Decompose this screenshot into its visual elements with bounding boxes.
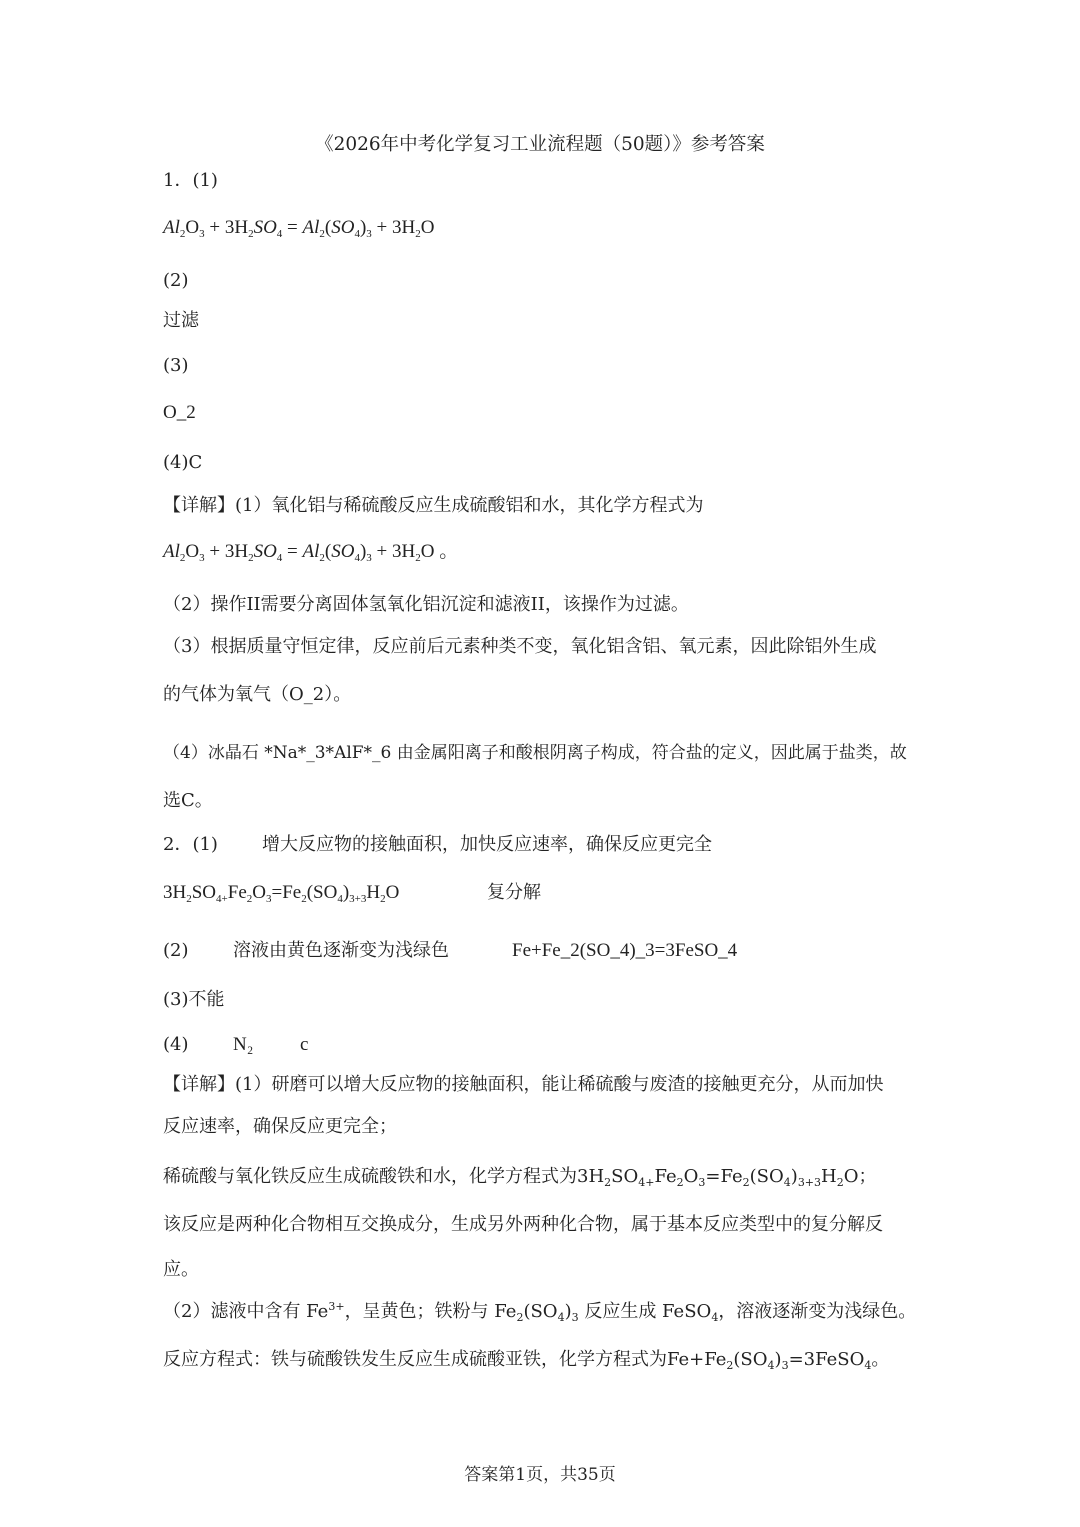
- q2-equation-2: Fe+Fe_2(SO_4)_3=3FeSO_4: [512, 940, 738, 961]
- q2-detail-2a: （2）滤液中含有 $Fe^{3+}$，呈黄色；铁粉与 $Fe_2(SO_4)_3$ 反应生成 FeSO$_4$，溶液逐渐变为浅绿色。: [163, 1300, 917, 1324]
- q2-part4-answer-a: N₂: [233, 1034, 254, 1055]
- q2-part1-answer: 增大反应物的接触面积，加快反应速率，确保反应更完全: [262, 834, 712, 855]
- q2-detail-1c: 稀硫酸与氧化铁反应生成硫酸铁和水，化学方程式为$3H_2SO_{4+}Fe_2O_3=Fe_2(SO_4)_{3+3}H_2O$；: [163, 1166, 877, 1189]
- q2-detail-1d: 该反应是两种化合物相互交换成分，生成另外两种化合物，属于基本反应类型中的复分解反: [163, 1214, 883, 1235]
- q1-detail-2: （2）操作II需要分离固体氢氧化铝沉淀和滤液II，该操作为过滤。: [163, 594, 689, 615]
- page-title: 《2026年中考化学复习工业流程题（50题）》参考答案: [315, 134, 765, 155]
- q2-part3-answer: (3)不能: [163, 989, 225, 1010]
- q2-label: 2．(1): [163, 834, 218, 855]
- q1-equation: $Al_2O_3 + 3H_2SO_4 = Al_2(SO_4)_3 + 3H_2O$: [163, 217, 435, 240]
- q1-detail-3a: （3）根据质量守恒定律，反应前后元素种类不变，氧化铝含铝、氧元素，因此除铝外生成: [163, 636, 877, 657]
- q2-reaction-type: 复分解: [487, 882, 541, 903]
- q1-part2-label: (2): [163, 270, 189, 291]
- q1-part3-label: (3): [163, 355, 189, 376]
- q2-part2-label: (2): [163, 940, 189, 961]
- q1-detail-1: 【详解】(1）氧化铝与稀硫酸反应生成硫酸铝和水，其化学方程式为: [163, 495, 704, 516]
- q2-part4-label: (4): [163, 1034, 189, 1055]
- q1-detail-4b: 选C。: [163, 790, 213, 811]
- q2-detail-1a: 【详解】(1）研磨可以增大反应物的接触面积，能让稀硫酸与废渣的接触更充分，从而加快: [163, 1074, 884, 1095]
- q1-detail-3b: 的气体为氧气（O_2）。: [163, 684, 352, 705]
- q1-part2-answer: 过滤: [163, 310, 199, 331]
- q2-detail-1e: 应。: [163, 1259, 199, 1280]
- q2-part2-answer: 溶液由黄色逐渐变为浅绿色: [233, 940, 449, 961]
- q2-part4-answer-b: c: [300, 1034, 309, 1055]
- q1-part3-answer: O_2: [163, 402, 196, 423]
- q1-label: 1．(1): [163, 170, 218, 191]
- q2-detail-1b: 反应速率，确保反应更完全；: [163, 1116, 397, 1137]
- q1-detail-4a: （4）冰晶石 *Na*_3*AlF*_6 由金属阳离子和酸根阴离子构成，符合盐的定义，因此属于盐类，故: [163, 743, 907, 763]
- q2-detail-2b: 反应方程式：铁与硫酸铁发生反应生成硫酸亚铁，化学方程式为$Fe+Fe_2(SO_4)_3=3FeSO_4$。: [163, 1349, 890, 1372]
- q2-equation-1: $3H_2SO_{4+}Fe_2O_3=Fe_2(SO_4)_{3+3}H_2O$: [163, 882, 400, 905]
- page-footer: 答案第1页，共35页: [464, 1465, 616, 1485]
- q1-part4-answer: (4)C: [163, 452, 203, 473]
- q1-detail-equation: $Al_2O_3 + 3H_2SO_4 = Al_2(SO_4)_3 + 3H_2O$ 。: [163, 541, 459, 564]
